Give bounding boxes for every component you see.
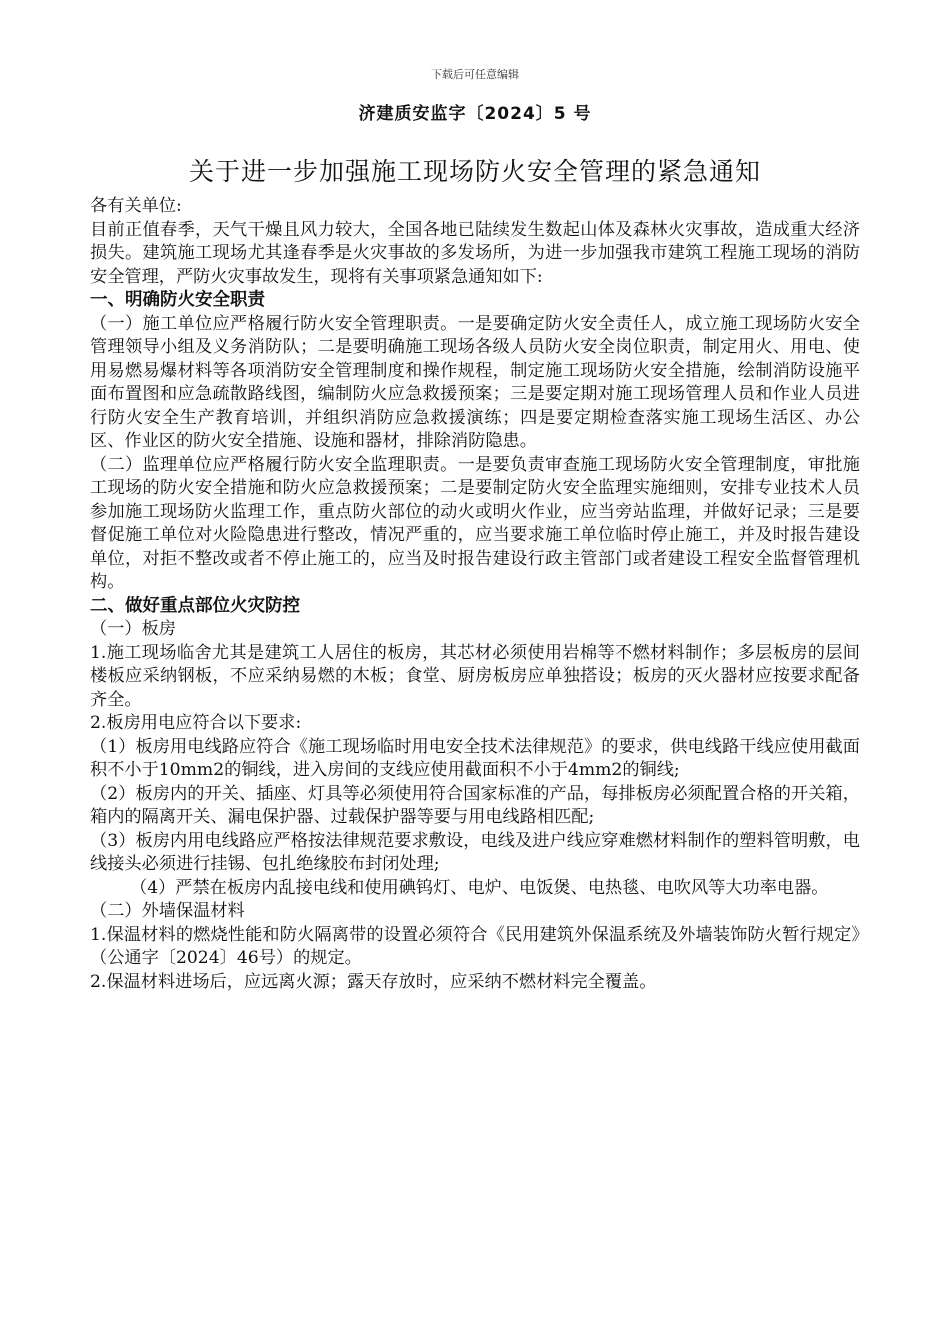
document-number: 济建质安监字〔2024〕5 号 xyxy=(358,104,592,124)
paragraph-electric-2: （2）板房内的开关、插座、灯具等必须使用符合国家标准的产品，每排板房必须配置合格的开关箱，箱内的隔离开关、漏电保护器、过载保护器等要与用电线路相匹配; xyxy=(90,783,860,827)
paragraph-board-house-2: 2.板房用电应符合以下要求: xyxy=(90,713,302,733)
document-title: 关于进一步加强施工现场防火安全管理的紧急通知 xyxy=(188,157,761,186)
paragraph-electric-3: （3）板房内用电线路应严格按法律规范要求敷设，电线及进户线应穿难燃材料制作的塑料管明敷，电线接头必须进行挂锡、包扎绝缘胶布封闭处理; xyxy=(90,830,860,874)
section-heading-2: 二、做好重点部位火灾防控 xyxy=(90,595,300,616)
paragraph-construction-duties: （一）施工单位应严格履行防火安全管理职责。一是要确定防火安全责任人，成立施工现场防火安全管理领导小组及义务消防队；二是要明确施工现场各级人员防火安全岗位职责，制定用火、用电、使用易燃易爆材料等各项消防安全管理制度和操作规程，制定施工现场防火安全措施，绘制消防设施平面布置图和应急疏散路线图，编制防火应急救援预案；三是要定期对施工现场管理人员和作业人员进行防火安全生产教育培训，并组织消防应急救援演练；四是要定期检查落实施工现场生活区、办公区、作业区的防火安全措施、设施和器材，排除消防隐患。 xyxy=(90,313,860,451)
paragraph-electric-1: （1）板房用电线路应符合《施工现场临时用电安全技术法律规范》的要求，供电线路干线应使用截面积不小于10mm2的铜线，进入房间的支线应使用截面积不小于4mm2的铜线; xyxy=(90,736,860,780)
document-body xyxy=(90,195,860,994)
paragraph-board-house-1: 1.施工现场临舍尤其是建筑工人居住的板房，其芯材必须使用岩棉等不燃材料制作；多层板房的层间楼板应采纳钢板，不应采纳易燃的木板；食堂、厨房板房应单独搭设；板房的灭火器材应按要求配备齐全。 xyxy=(90,642,860,710)
paragraph-supervision-duties: （二）监理单位应严格履行防火安全监理职责。一是要负责审查施工现场防火安全管理制度，审批施工现场的防火安全措施和防火应急救援预案；二是要制定防火安全监理实施细则，安排专业技术人员参加施工现场防火监理工作，重点防火部位的动火或明火作业，应当旁站监理，并做好记录；三是要督促施工单位对火险隐患进行整改，情况严重的，应当要求施工单位临时停止施工，并及时报告建设单位，对拒不整改或者不停止施工的，应当及时报告建设行政主管部门或者建设工程安全监督管理机构。 xyxy=(90,454,860,592)
salutation: 各有关单位: xyxy=(90,196,182,216)
paragraph-insulation-2: 2.保温材料进场后，应远离火源；露天存放时，应采纳不燃材料完全覆盖。 xyxy=(90,971,657,992)
intro-paragraph: 目前正值春季，天气干燥且风力较大，全国各地已陆续发生数起山体及森林火灾事故，造成重大经济损失。建筑施工现场尤其逢春季是火灾事故的多发场所，为进一步加强我市建筑工程施工现场的消防安全管理，严防火灾事故发生，现将有关事项紧急通知如下: xyxy=(90,219,860,287)
section-heading-1: 一、明确防火安全职责 xyxy=(90,290,265,310)
paragraph-insulation-1: 1.保温材料的燃烧性能和防火隔离带的设置必须符合《民用建筑外保温系统及外墙装饰防火暂行规定》（公通字〔2024〕46号）的规定。 xyxy=(90,924,860,968)
subsection-insulation: （二）外墙保温材料 xyxy=(90,901,245,921)
subsection-board-house: （一）板房 xyxy=(90,619,176,639)
paragraph-electric-4: （4）严禁在板房内乱接电线和使用碘钨灯、电炉、电饭煲、电热毯、电吹风等大功率电器。 xyxy=(130,877,829,898)
header-note: 下载后可任意编辑 xyxy=(431,68,519,81)
